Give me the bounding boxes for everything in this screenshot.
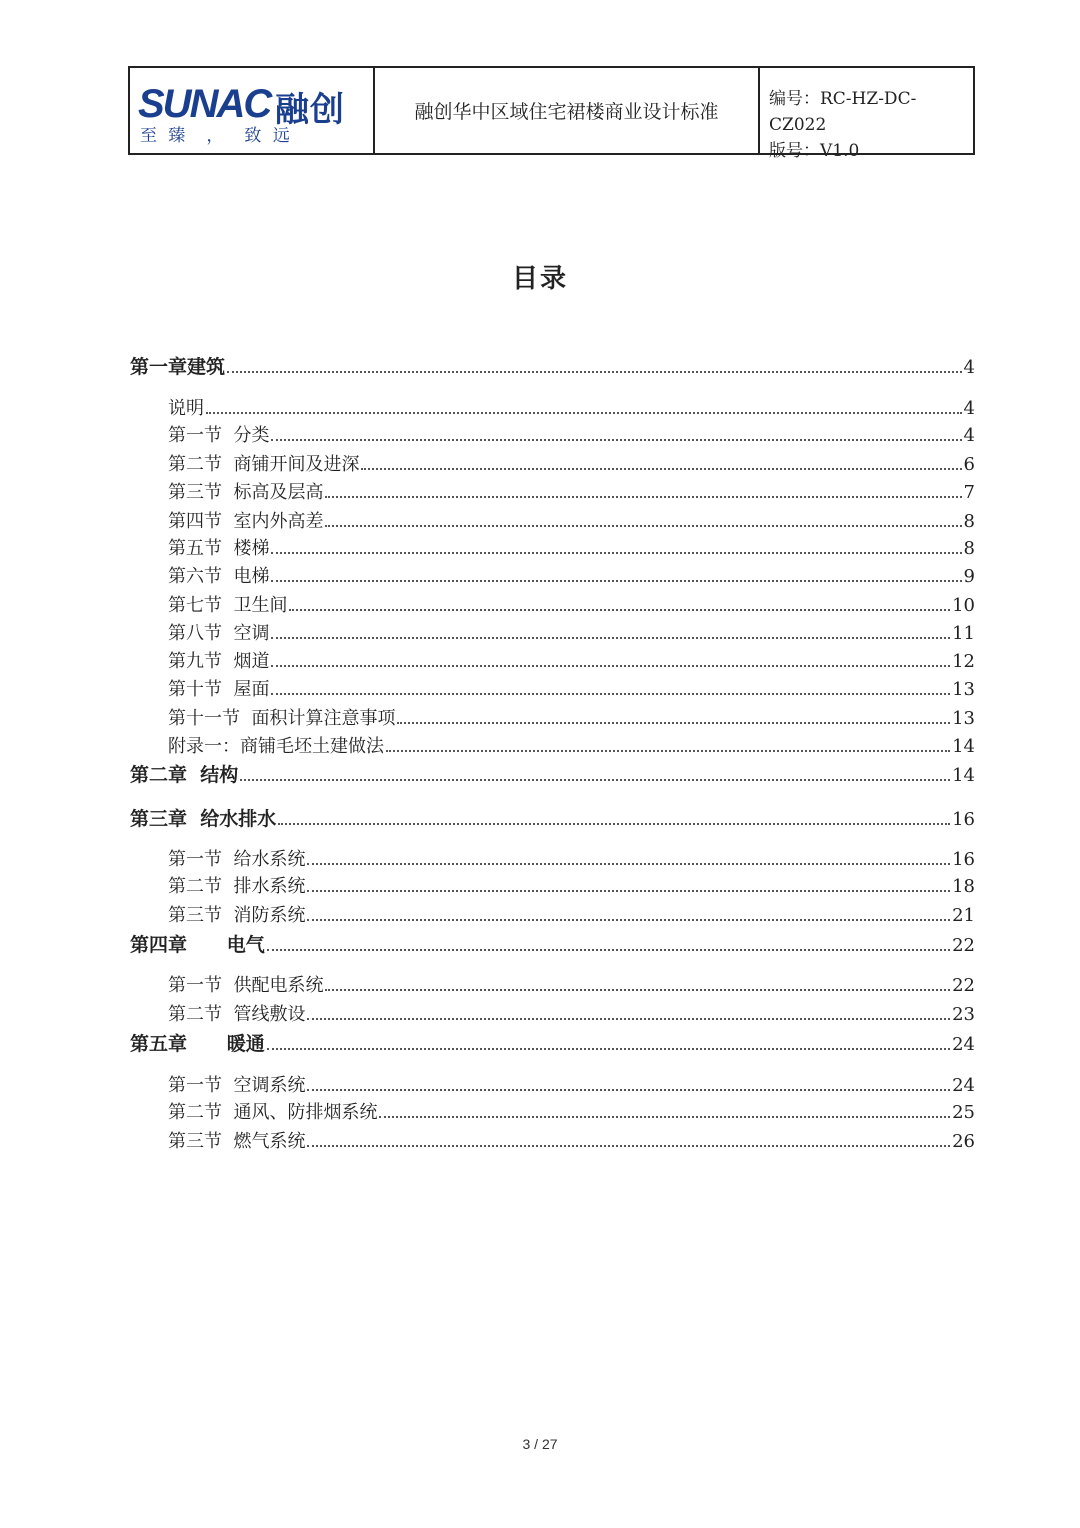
toc-entry[interactable]: 说明 4 (168, 398, 975, 419)
toc-entry[interactable]: 第四节 室内外高差 8 (168, 511, 975, 532)
toc-entry[interactable]: 第五节 楼梯 8 (168, 538, 975, 559)
toc-entry[interactable]: 第一节 空调系统 24 (168, 1075, 975, 1096)
toc-chapter-2[interactable]: 第二章 结构 14 (130, 764, 975, 786)
toc-entry[interactable]: 第九节 烟道 12 (168, 651, 975, 672)
toc-entry[interactable]: 第八节 空调 11 (168, 623, 975, 644)
slogan-part-2: ， (206, 126, 227, 146)
page-number: 3 / 27 (522, 1436, 558, 1452)
slogan-part-1: 至 臻 (140, 126, 189, 146)
logo-slogan (140, 121, 293, 146)
toc-entry[interactable]: 第二节 管线敷设 23 (168, 1004, 975, 1025)
toc-entry[interactable]: 第一节 给水系统 16 (168, 849, 975, 870)
document-header (128, 66, 975, 161)
toc-entry[interactable]: 附录一：商铺毛坯土建做法 14 (168, 736, 975, 757)
logo-cell (130, 68, 375, 153)
toc-entry[interactable]: 第一节 供配电系统 22 (168, 975, 975, 996)
toc-entry[interactable]: 第三节 标高及层高 7 (168, 482, 975, 503)
toc-chapter-5[interactable]: 第五章 暖通 24 (130, 1033, 975, 1055)
sunac-logo-cn: 融创 (275, 90, 345, 130)
document-code: 编号：RC-HZ-DC-CZ022 (769, 89, 917, 135)
sunac-logo: SUNAC (138, 82, 271, 126)
toc-entry[interactable]: 第七节 卫生间 10 (168, 595, 975, 616)
toc-title: 目录 (511, 264, 568, 294)
document-version: 版号：V1.0 (769, 141, 860, 161)
toc-entry[interactable]: 第一节 分类 4 (168, 425, 975, 446)
toc-entry[interactable]: 第十节 屋面 13 (168, 679, 975, 700)
toc-chapter-3[interactable]: 第三章 给水排水 16 (130, 808, 975, 830)
toc-entry[interactable]: 第二节 通风、防排烟系统 25 (168, 1102, 975, 1123)
toc-chapter-1[interactable]: 第一章建筑 4 (130, 356, 975, 378)
toc-chapter-4[interactable]: 第四章 电气 22 (130, 934, 975, 956)
toc-entry[interactable]: 第六节 电梯 9 (168, 566, 975, 587)
toc-entry[interactable]: 第三节 燃气系统 26 (168, 1131, 975, 1152)
toc-entry[interactable]: 第十一节 面积计算注意事项 13 (168, 708, 975, 729)
document-code-cell (760, 68, 973, 161)
toc-entry[interactable]: 第二节 商铺开间及进深 6 (168, 454, 975, 475)
toc-entry[interactable]: 第二节 排水系统 18 (168, 876, 975, 897)
document-title: 融创华中区域住宅裙楼商业设计标准 (375, 68, 760, 153)
slogan-part-3: 致 远 (244, 126, 293, 146)
toc-entry[interactable]: 第三节 消防系统 21 (168, 905, 975, 926)
